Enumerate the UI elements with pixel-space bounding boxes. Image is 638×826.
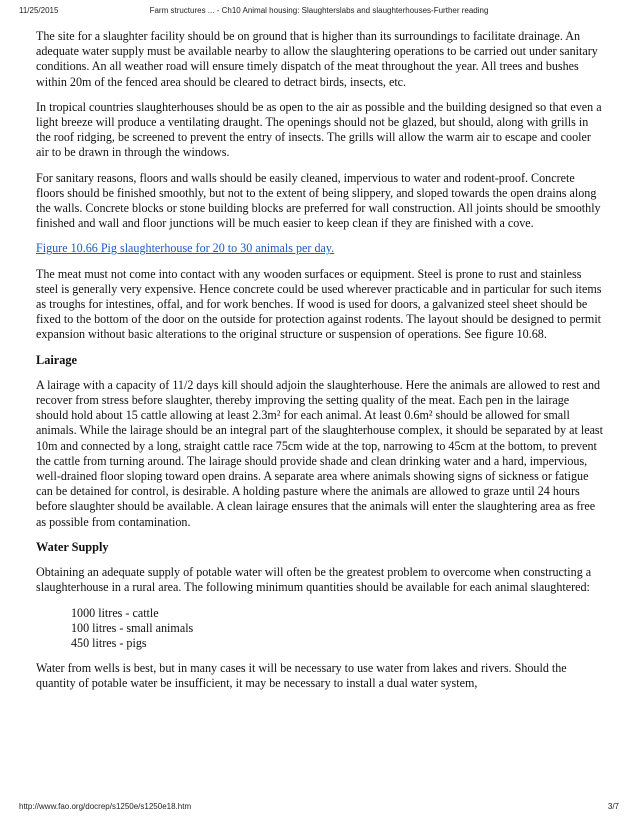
paragraph-water-intro: Obtaining an adequate supply of potable water will often be the greatest problem to overcome when constructing a slaughterhouse in a rural area. The following minimum quantities should be available for each animal slaughtered: [36, 565, 592, 595]
list-item: 100 litres - small animals [71, 620, 194, 635]
page-number: 3/7 [607, 802, 619, 811]
document-title: Farm structures ... - Ch10 Animal housing: Slaughterslabs and slaughterhouses-Further reading [149, 6, 489, 15]
document-body [36, 29, 604, 702]
paragraph-lairage: A lairage with a capacity of 11/2 days kill should adjoin the slaughterhouse. Here the animals are allowed to rest and recover from stress before slaughter, thereby improving the setting quality of the meat. Each pen in the lairage should hold about 15 cattle allowing at least 2.3m² for each animal. At least 0.6m² should be allowed for small animals. While the lairage should be an integral part of the slaughterhouse complex, it should be separated by at least 10m and connected by a long, straight cattle race 75cm wide at the top, narrowing to 45cm at the bottom, to prevent the cattle from turning around. The lairage should provide shade and clean drinking water and a hard, impervious, well-drained floor sloping toward open drains. A separate area where animals showing signs of sickness or fatigue can be detained for control, is desirable. A holding pasture where the animals are allowed to graze until 24 hours before slaughter should be available. A clean lairage ensures that the animals will enter the slaughtering area as free as possible from contamination. [36, 377, 604, 529]
paragraph-floors-walls: For sanitary reasons, floors and walls should be easily cleaned, impervious to water and rodent-proof. Concrete floors should be finished smoothly, but not to the extent of being slippery, and sloped towards the open drains along the walls. Concrete blocks or stone building blocks are preferred for wall construction. All joints should be smoothly finished and wall and floor junctions will be much easier to keep clean if they are finished with a cove. [36, 170, 601, 231]
heading-lairage: Lairage [36, 352, 77, 367]
paragraph-water-sources: Water from wells is best, but in many cases it will be necessary to use water from lakes and rivers. Should the quantity of potable water be insufficient, it may be necessary to install a dual water system, [36, 661, 567, 691]
figure-10-66-link[interactable]: Figure 10.66 Pig slaughterhouse for 20 to 30 animals per day. [36, 241, 335, 256]
paragraph-materials: The meat must not come into contact with any wooden surfaces or equipment. Steel is prone to rust and stainless steel is generally very expensive. Hence concrete could be used wherever practicable and in particular for such items as troughs for intestines, offal, and for work benches. If wood is used for doors, a galvanized steel sheet should be fixed to the bottom of the door on the outside for protection against rodents. The layout should be designed to permit expansion without basic alterations to the original structure or suspension of operations. See figure 10.68. [36, 266, 602, 342]
print-date: 11/25/2015 [19, 6, 59, 15]
list-item: 450 litres - pigs [71, 635, 147, 650]
list-item: 1000 litres - cattle [71, 605, 159, 620]
figure-link-paragraph [36, 241, 604, 256]
paragraph-site: The site for a slaughter facility should be on ground that is higher than its surroundings to facilitate drainage. An adequate water supply must be available nearby to allow the slaughtering operations to be carried out under sanitary conditions. An all weather road will ensure timely dispatch of the meat throughout the year. All trees and bushes within 20m of the fenced area should be cleared to detract birds, insects, etc. [36, 29, 598, 89]
page-header [19, 5, 619, 17]
paragraph-ventilation: In tropical countries slaughterhouses should be as open to the air as possible and the building designed so that even a light breeze will produce a ventilating draught. The openings should not be glazed, but should, along with grills in the roof ridging, be screened to prevent the entry of insects. The grills will allow the warm air to escape and cooler air to be drawn in through the windows. [36, 99, 602, 160]
source-url: http://www.fao.org/docrep/s1250e/s1250e18.htm [19, 802, 192, 811]
page-footer [19, 801, 619, 813]
water-quantity-list [71, 606, 604, 652]
heading-water-supply: Water Supply [36, 539, 109, 554]
